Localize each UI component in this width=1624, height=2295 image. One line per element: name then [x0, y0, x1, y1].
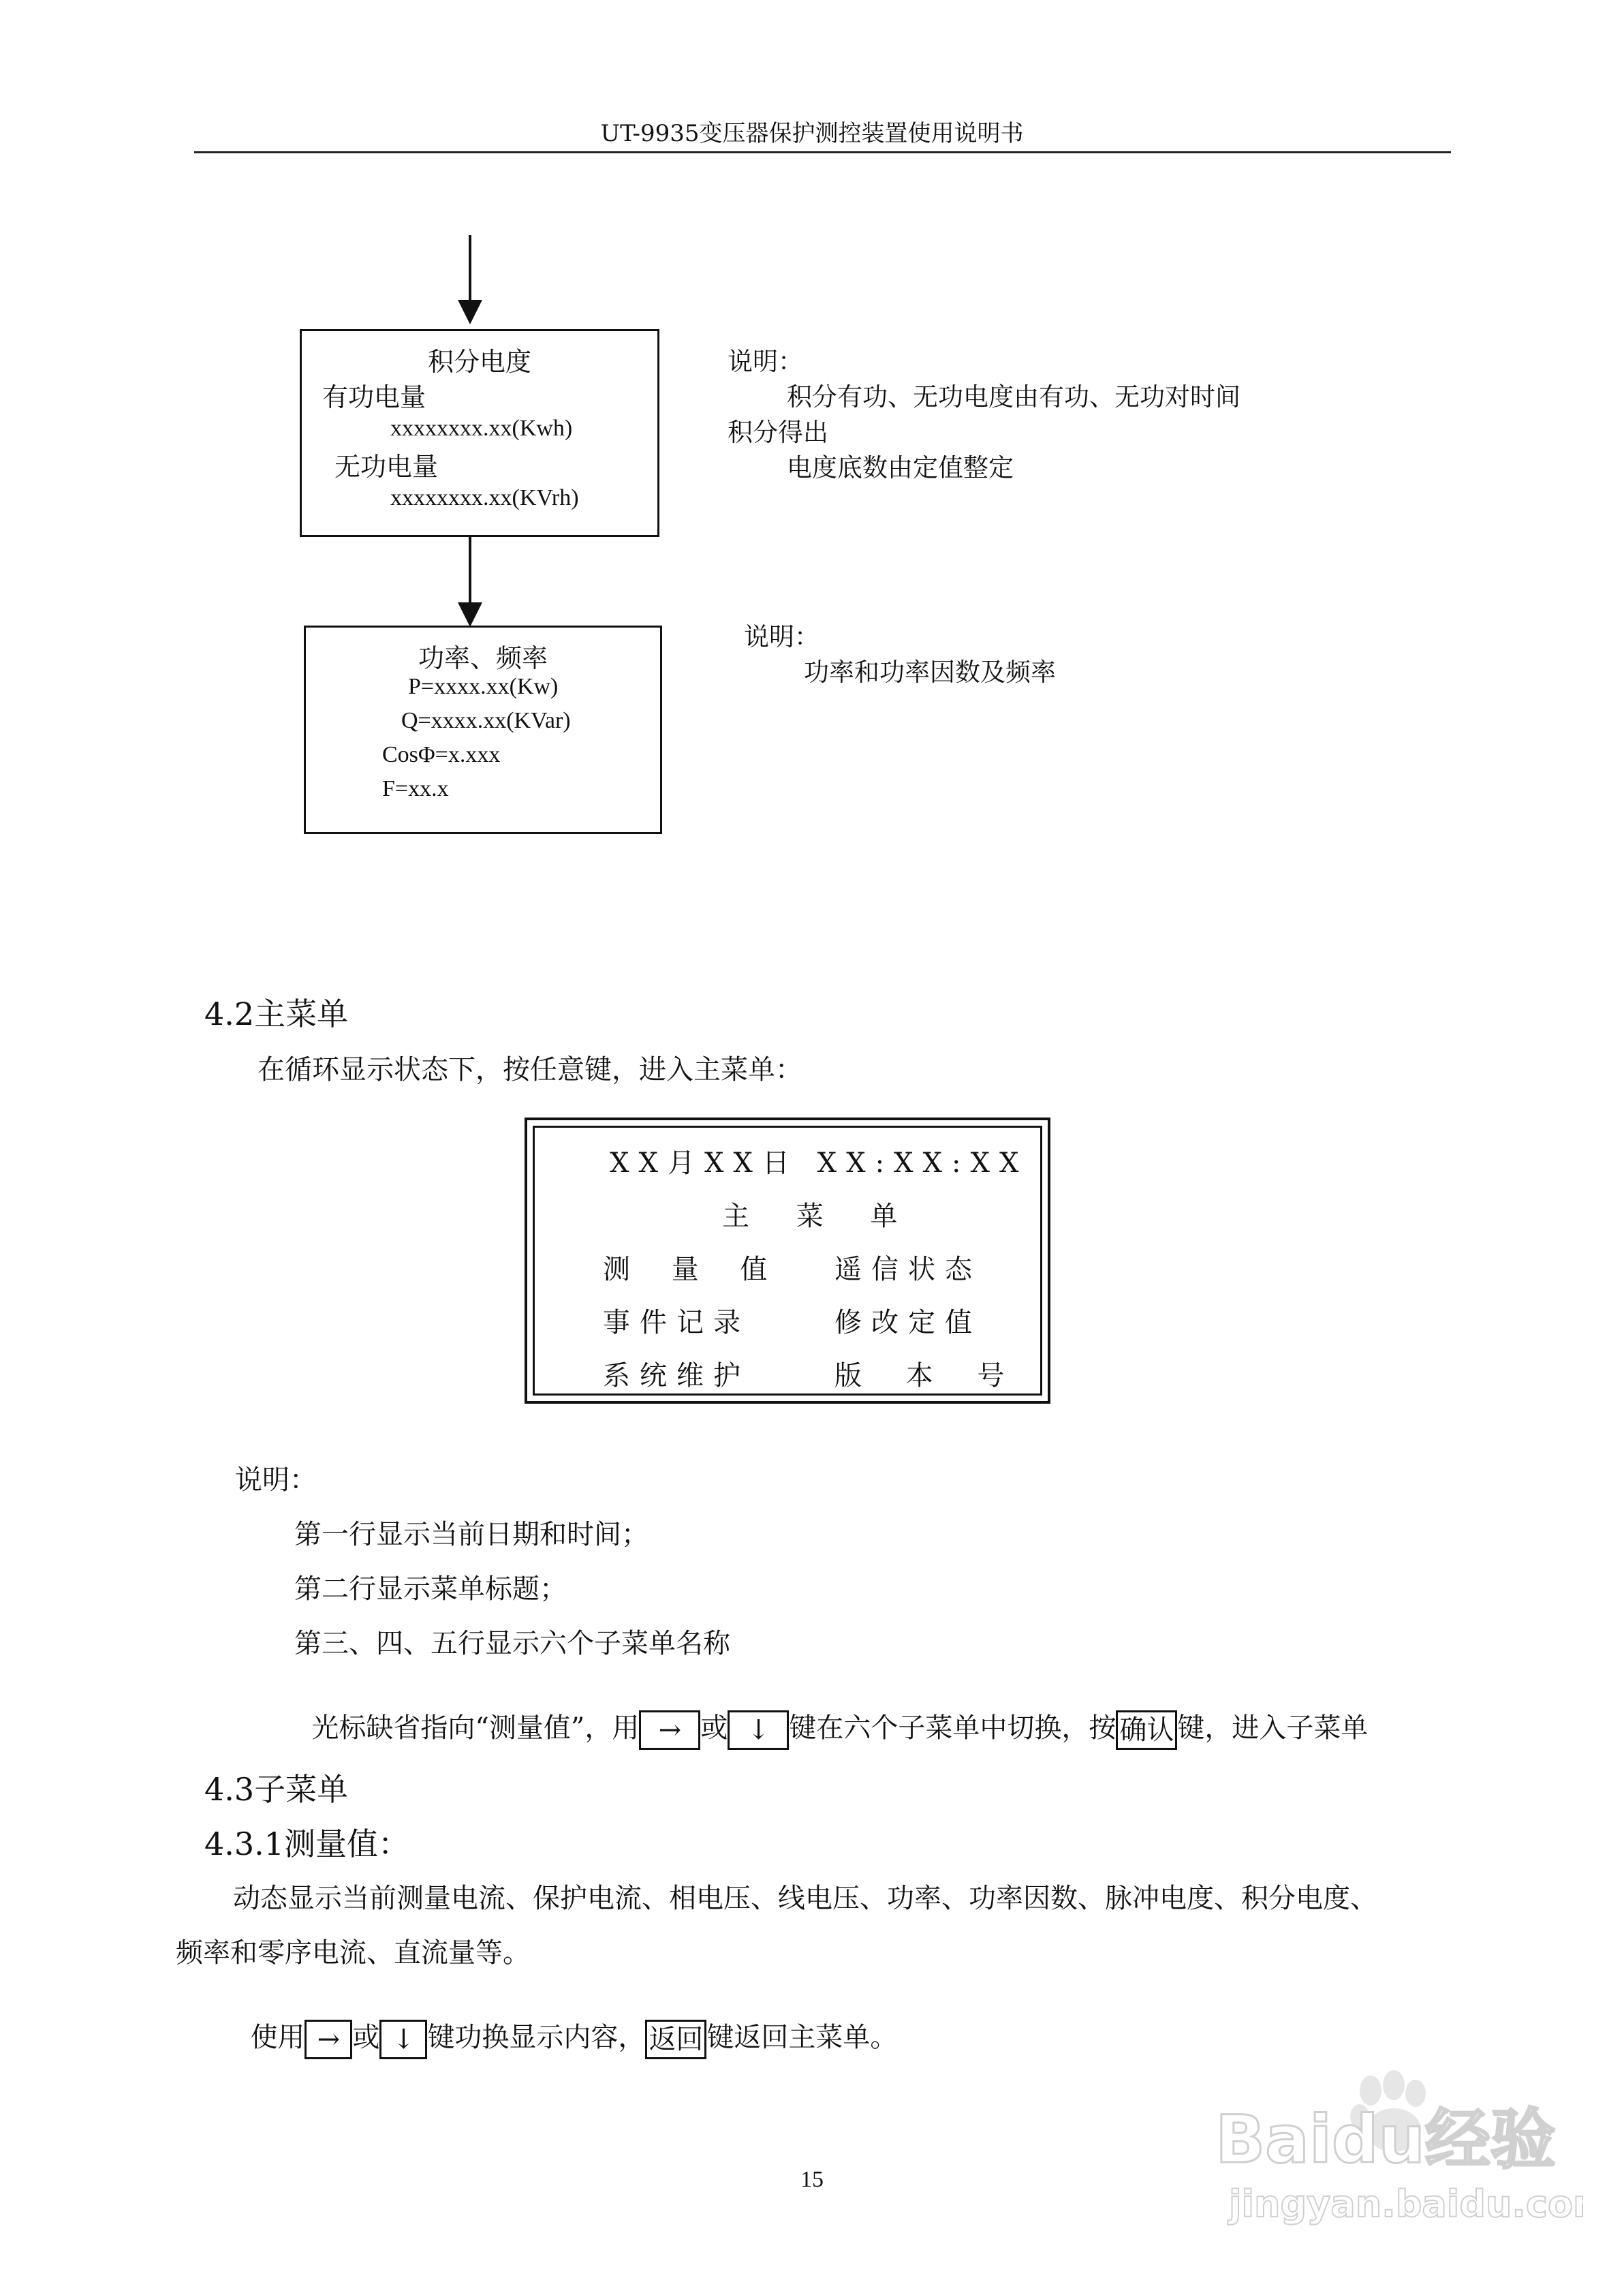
menu-notes-line3: 第三、四、五行显示六个子菜单名称 [294, 1628, 730, 1659]
flow-arrow-head-top [458, 300, 482, 324]
menu-notes-line1: 第一行显示当前日期和时间； [294, 1519, 649, 1550]
back-key: 返回 [645, 2020, 706, 2059]
usage-a: 使用 [250, 2022, 305, 2053]
power-f-value: F=xx.x [382, 776, 449, 801]
menu-notes-line2: 第二行显示菜单标题； [294, 1573, 567, 1605]
section-4-3-usage [233, 1984, 897, 2059]
reactive-energy-label: 无功电量 [334, 452, 439, 482]
section-4-2-heading: 4.2主菜单 [204, 996, 349, 1032]
power-note-head: 说明： [744, 622, 819, 651]
menu-item-system-maintenance[interactable]: 系统维护 [603, 1360, 750, 1391]
energy-note-line2: 积分得出 [728, 418, 828, 447]
usage-b: 或 [352, 2022, 380, 2053]
watermark-graphic [1202, 2050, 1583, 2240]
right-arrow-key: → [639, 1710, 700, 1750]
reactive-energy-value: xxxxxxxx.xx(KVrh) [390, 485, 579, 510]
main-menu-display [525, 1118, 1050, 1404]
menu-notes-line4-d: 键，进入子菜单 [1177, 1712, 1369, 1744]
menu-item-remote-signal[interactable]: 遥信状态 [834, 1254, 982, 1285]
baidu-jingyan-watermark [1202, 2050, 1583, 2240]
energy-note-line1: 积分有功、无功电度由有功、无功对时间 [787, 382, 1240, 412]
menu-item-event-record[interactable]: 事件记录 [603, 1307, 750, 1338]
section-4-3-para1: 动态显示当前测量电流、保护电流、相电压、线电压、功率、功率因数、脉冲电度、积分电度、 [233, 1883, 1377, 1914]
usage-d: 键返回主菜单。 [706, 2022, 898, 2053]
power-box-title: 功率、频率 [418, 643, 548, 673]
menu-title: 主 菜 单 [722, 1201, 917, 1232]
watermark-brand-text: Baidu经验 [1215, 2101, 1556, 2178]
flow-arrow-line-mid [469, 537, 471, 605]
active-energy-label: 有功电量 [322, 382, 426, 412]
power-box [304, 626, 662, 834]
section-4-3-para2: 频率和零序电流、直流量等。 [176, 1937, 530, 1969]
page-number: 15 [800, 2167, 824, 2192]
power-q-value: Q=xxxx.xx(KVar) [401, 708, 571, 733]
section-4-2-intro: 在循环显示状态下，按任意键，进入主菜单： [257, 1054, 802, 1085]
main-menu-inner-frame [533, 1126, 1042, 1396]
confirm-key: 确认 [1116, 1710, 1177, 1750]
menu-notes-line4-a: 光标缺省指向“测量值”，用 [311, 1712, 640, 1744]
menu-notes-line4 [294, 1675, 1368, 1750]
energy-note-head: 说明： [728, 347, 803, 376]
down-arrow-key: ↓ [728, 1710, 789, 1750]
flow-arrow-head-mid [458, 602, 482, 627]
down-arrow-key-2: ↓ [379, 2020, 427, 2059]
menu-item-measure[interactable]: 测 量 值 [603, 1254, 784, 1285]
menu-notes-head: 说明： [235, 1464, 317, 1496]
menu-datetime: XX月XX日 XX:XX:XX [610, 1148, 1029, 1179]
menu-item-modify-settings[interactable]: 修改定值 [834, 1307, 982, 1338]
usage-c: 键功换显示内容， [427, 2022, 646, 2053]
section-4-3-1-heading: 4.3.1测量值： [204, 1826, 410, 1862]
menu-notes-line4-b: 或 [700, 1712, 728, 1744]
power-note-line1: 功率和功率因数及频率 [804, 658, 1056, 687]
power-p-value: P=xxxx.xx(Kw) [408, 674, 559, 699]
watermark-url-text: jingyan.baidu.com [1229, 2183, 1583, 2225]
header-rule [194, 151, 1451, 153]
energy-box [300, 329, 659, 537]
right-arrow-key-2: → [304, 2020, 352, 2059]
section-4-3-heading: 4.3子菜单 [204, 1771, 349, 1808]
energy-box-title: 积分电度 [427, 347, 531, 377]
energy-note-line3: 电度底数由定值整定 [787, 453, 1014, 482]
menu-item-version[interactable]: 版 本 号 [834, 1360, 1022, 1391]
flow-arrow-line-top [469, 235, 471, 310]
active-energy-value: xxxxxxxx.xx(Kwh) [390, 416, 573, 441]
menu-notes-line4-c: 键在六个子菜单中切换，按 [789, 1712, 1116, 1744]
power-cos-value: CosΦ=x.xxx [382, 742, 501, 767]
page-header-title: UT-9935变压器保护测控装置使用说明书 [600, 120, 1024, 147]
